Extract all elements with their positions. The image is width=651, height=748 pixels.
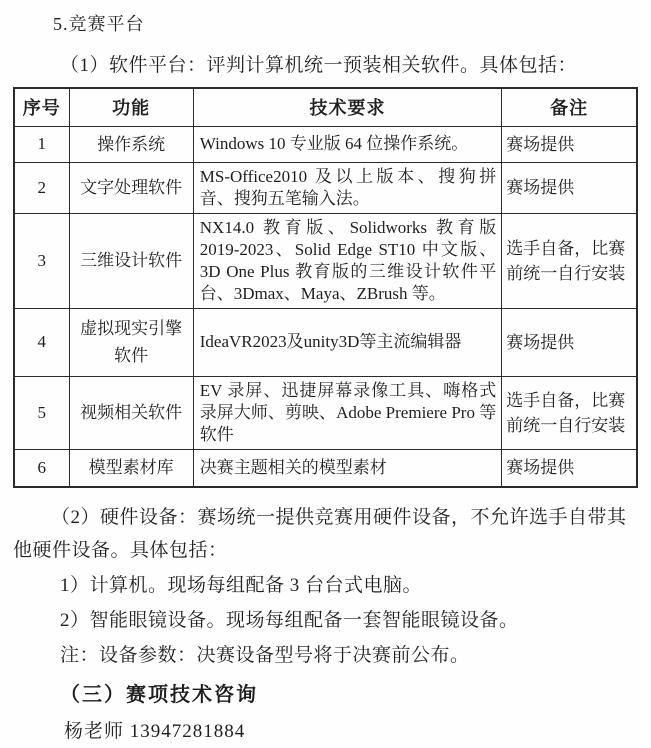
cell-remark: 选手自备，比赛前统一自行安装 [502,213,637,308]
hardware-item-1: 1）计算机。现场每组配备 3 台台式电脑。 [60,575,423,596]
cell-remark: 赛场提供 [502,162,637,213]
table-row [14,308,637,376]
table-row [14,213,637,308]
table-row [14,449,637,487]
software-requirements-table [13,87,638,488]
cell-no: 3 [14,213,69,308]
header-function: 功能 [69,88,193,126]
table-row [14,376,637,449]
hardware-item-2: 2）智能眼镜设备。现场每组配备一套智能眼镜设备。 [60,610,519,631]
cell-function: 文字处理软件 [69,162,193,213]
cell-no: 6 [14,449,69,487]
cell-remark: 选手自备，比赛前统一自行安装 [502,376,637,449]
cell-requirement: Windows 10 专业版 64 位操作系统。 [193,126,501,162]
header-remark: 备注 [502,88,637,126]
cell-no: 5 [14,376,69,449]
device-note: 注：设备参数：决赛设备型号将于决赛前公布。 [60,645,470,666]
cell-requirement: IdeaVR2023及unity3D等主流编辑器 [193,308,501,376]
cell-requirement: MS-Office2010 及以上版本、搜狗拼音、搜狗五笔输入法。 [193,162,501,213]
cell-function: 视频相关软件 [69,376,193,449]
cell-function: 模型素材库 [69,449,193,487]
table-row [14,126,637,162]
header-requirement: 技术要求 [193,88,501,126]
cell-requirement: NX14.0 教育版、Solidworks 教育版 2019-2023、Solid Edge ST10 中文版、3D One Plus 教育版的三维设计软件平台、3Dmax、Maya、ZBrush 等。 [193,213,501,308]
cell-remark: 赛场提供 [502,449,637,487]
cell-remark: 赛场提供 [502,126,637,162]
software-platform-paragraph: （1）软件平台：评判计算机统一预装相关软件。具体包括： [60,55,578,76]
cell-requirement: 决赛主题相关的模型素材 [193,449,501,487]
section-heading-consult: （三）赛项技术咨询 [60,684,258,706]
cell-function: 三维设计软件 [69,213,193,308]
cell-no: 2 [14,162,69,213]
cell-function: 操作系统 [69,126,193,162]
cell-remark: 赛场提供 [502,308,637,376]
cell-function: 虚拟现实引擎软件 [69,308,193,376]
contact-line: 杨老师 13947281884 [64,721,246,742]
table-header-row [14,88,637,126]
table-row [14,162,637,213]
header-no: 序号 [14,88,69,126]
section5-heading: 5.竞赛平台 [53,14,145,34]
cell-requirement: EV 录屏、迅捷屏幕录像工具、嗨格式录屏大师、剪映、Adobe Premiere Pro 等软件 [193,376,501,449]
hardware-paragraph: （2）硬件设备：赛场统一提供竞赛用硬件设备，不允许选手自带其他硬件设备。具体包括： [13,507,627,561]
cell-no: 4 [14,308,69,376]
cell-no: 1 [14,126,69,162]
